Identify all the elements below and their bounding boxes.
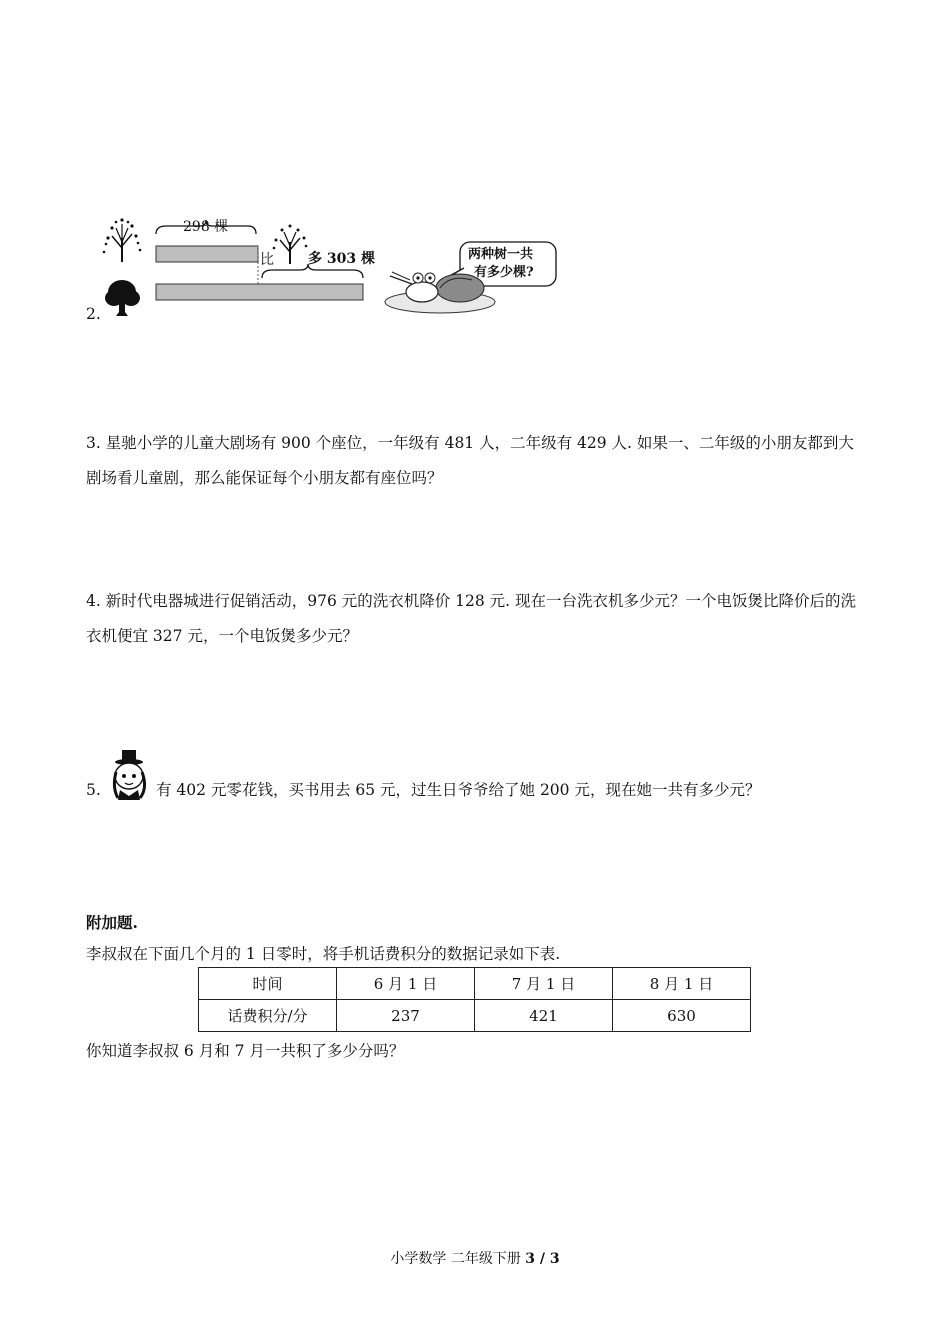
difference-label: 多 303 棵: [308, 251, 375, 267]
table-cell: 237: [337, 1000, 475, 1032]
problem-5-text: 有 402 元零花钱，买书用去 65 元，过生日爷爷给了她 200 元，现在她一共有多少元？: [156, 781, 761, 799]
speech-line-1: 两种树一共: [468, 247, 534, 262]
page-footer: [0, 1248, 950, 1268]
points-table: [198, 967, 751, 1032]
problem-3-text: 3. 星驰小学的儿童大剧场有 900 个座位，一年级有 481 人，二年级有 429 人. 如果一、二年级的小朋友都到大剧场看儿童剧，那么能保证每个小朋友都有座位吗？: [86, 434, 854, 487]
bonus-intro: 李叔叔在下面几个月的 1 日零时，将手机话费积分的数据记录如下表.: [86, 945, 561, 963]
problem-4-text: 4. 新时代电器城进行促销活动，976 元的洗衣机降价 128 元. 现在一台洗衣机多少元？一个电饭煲比降价后的洗衣机便宜 327 元，一个电饭煲多少元？: [86, 592, 857, 645]
table-cell: 630: [613, 1000, 751, 1032]
table-header-cell: 7 月 1 日: [475, 968, 613, 1000]
problem-5-number: 5.: [86, 781, 101, 799]
table-header-row: [199, 968, 751, 1000]
small-bare-tree-icon: [273, 225, 308, 265]
round-tree-icon: [105, 280, 140, 316]
compare-label: 比: [260, 252, 274, 268]
table-header-cell: 8 月 1 日: [613, 968, 751, 1000]
top-bar: [156, 246, 258, 262]
bonus-title: 附加题.: [86, 913, 138, 932]
footer-text: 小学数学 二年级下册: [390, 1251, 526, 1267]
top-bar-label: 298 棵: [183, 219, 229, 235]
table-cell: 421: [475, 1000, 613, 1032]
speech-line-2: 有多少棵?: [474, 265, 534, 280]
bonus-question: 你知道李叔叔 6 月和 7 月一共积了多少分吗？: [86, 1042, 405, 1060]
table-header-cell: 6 月 1 日: [337, 968, 475, 1000]
table-row: [199, 1000, 751, 1032]
girl-icon: [104, 748, 156, 802]
table-row-label: 话费积分/分: [199, 1000, 337, 1032]
page-number: 3 / 3: [525, 1251, 560, 1267]
table-header-cell: 时间: [199, 968, 337, 1000]
bottom-bar: [156, 284, 363, 300]
bare-tree-icon: [103, 218, 142, 262]
problem-2-number: 2.: [86, 305, 101, 323]
